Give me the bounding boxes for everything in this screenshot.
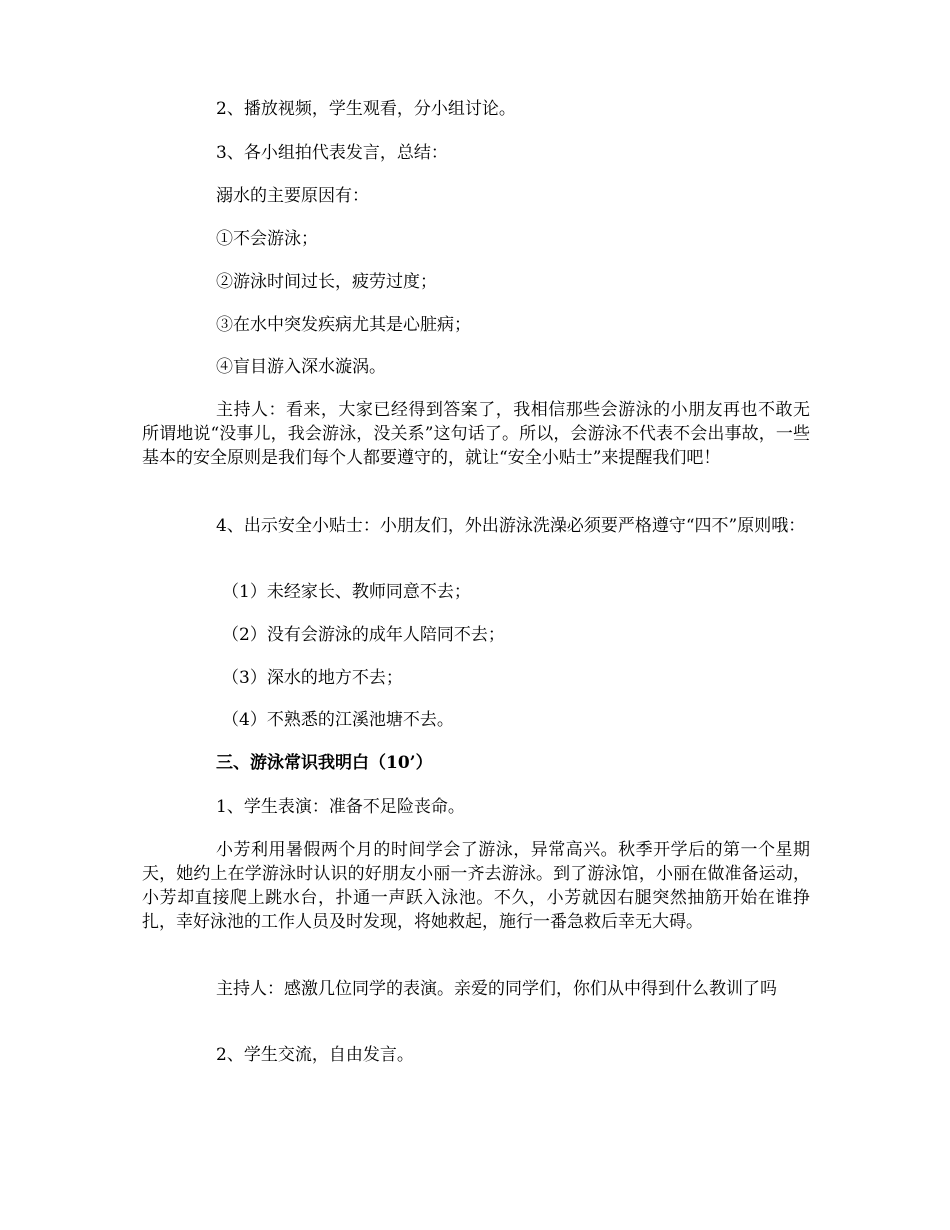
paragraph-play-video: 2、播放视频，学生观看，分小组讨论。: [216, 99, 516, 119]
list-item-cause-4: ④盲目游入深水漩涡。: [216, 357, 386, 377]
paragraph-student-discussion: 2、学生交流，自由发言。: [216, 1045, 414, 1065]
list-item-rule-3: （3）深水的地方不去；: [222, 668, 403, 688]
list-item-rule-2: （2）没有会游泳的成年人陪同不去；: [222, 625, 505, 645]
list-item-cause-2: ②游泳时间过长，疲劳过度；: [216, 272, 437, 292]
paragraph-drowning-causes-heading: 溺水的主要原因有：: [216, 186, 369, 206]
paragraph-story: 小芳利用暑假两个月的时间学会了游泳，异常高兴。秋季开学后的第一个星期天，她约上在学游泳时认识的好朋友小丽一齐去游泳。到了游泳馆，小丽在做准备运动，小芳却直接爬上跳水台，扑通一声跃入泳池。不久，小芳就因右腿突然抽筋开始在谁挣扎，幸好泳池的工作人员及时发现，将她救起，施行一番急救后幸无大碍。: [142, 840, 810, 932]
paragraph-host-remark-2: 主持人：感激几位同学的表演。亲爱的同学们，你们从中得到什么教训了吗: [216, 979, 777, 999]
paragraph-host-remark-1: 主持人：看来，大家已经得到答案了，我相信那些会游泳的小朋友再也不敢无所谓地说“没事儿，我会游泳，没关系”这句话了。所以，会游泳不代表不会出事故，一些基本的安全原则是我们每个人都要遵守的，就让“安全小贴士”来提醒我们吧！: [142, 400, 810, 468]
paragraph-safety-tips: 4、出示安全小贴士：小朋友们，外出游泳洗澡必须要严格遵守“四不”原则哦：: [216, 516, 806, 536]
list-item-cause-1: ①不会游泳；: [216, 229, 318, 249]
paragraph-group-summary: 3、各小组拍代表发言，总结：: [216, 143, 448, 163]
paragraph-student-performance: 1、学生表演：准备不足险丧命。: [216, 797, 465, 817]
list-item-cause-3: ③在水中突发疾病尤其是心脏病；: [216, 315, 471, 335]
list-item-rule-1: （1）未经家长、教师同意不去；: [222, 582, 471, 602]
list-item-rule-4: （4）不熟悉的江溪池塘不去。: [222, 710, 454, 730]
section-heading-swimming-knowledge: 三、游泳常识我明白（10’）: [216, 753, 433, 773]
